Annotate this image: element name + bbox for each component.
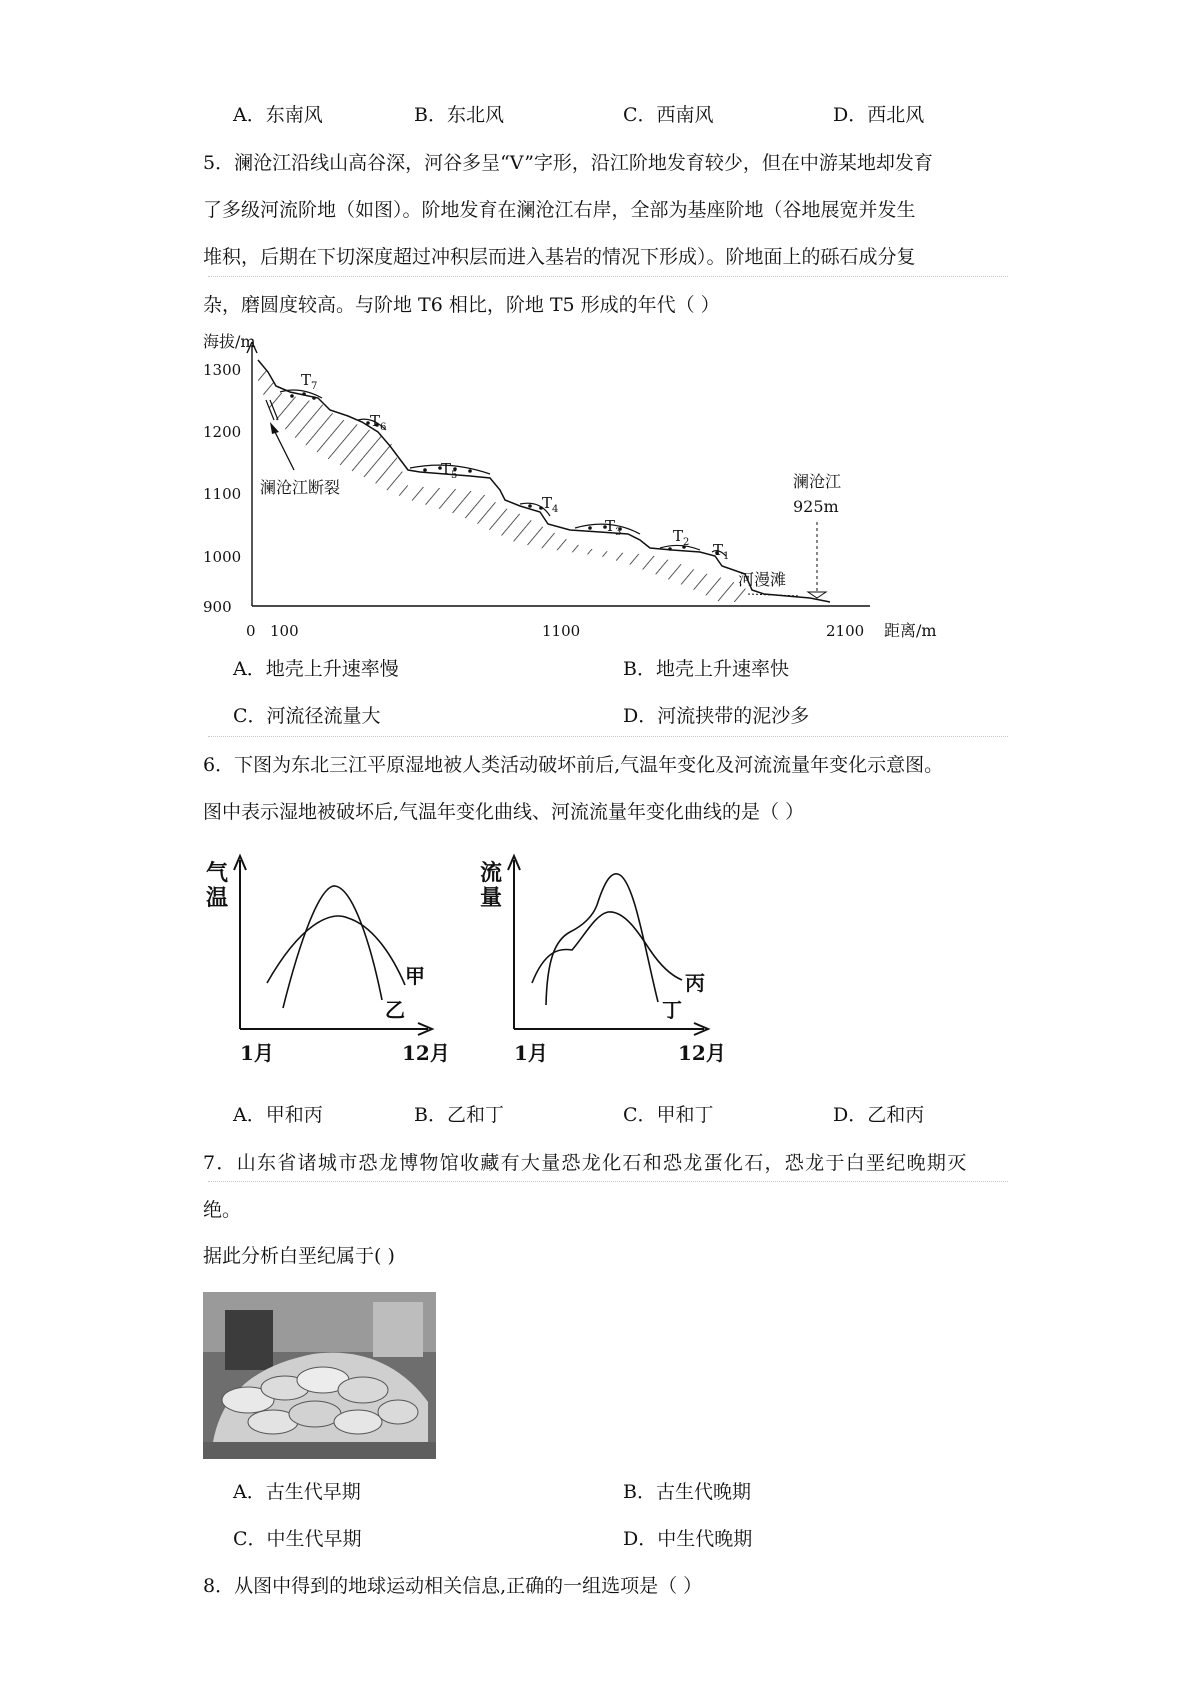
q7-option-c[interactable]: C．中生代早期: [233, 1528, 362, 1550]
fault-label: 澜沧江断裂: [260, 478, 341, 497]
curve-yi: [283, 886, 382, 1008]
terrace-label-t4: $T_4$: [542, 494, 559, 515]
q6-option-a[interactable]: A．甲和丙: [233, 1104, 323, 1126]
q7-stem-line-1: 7．山东省诸城市恐龙博物馆收藏有大量恐龙化石和恐龙蛋化石，恐龙于白垩纪晚期灭: [203, 1152, 968, 1174]
y-tick-label: 1100: [203, 485, 242, 503]
q5-stem-line-1: 5．澜沧江沿线山高谷深，河谷多呈“V”字形，沿江阶地发育较少，但在中游某地却发育: [203, 152, 933, 174]
q5-stem-line-3: 堆积，后期在下切深度超过冲积层而进入基岩的情况下形成）。阶地面上的砾石成分复: [203, 246, 916, 268]
floodplain-label: 河漫滩: [738, 570, 787, 589]
fault-arrow: [274, 430, 294, 470]
dotted-divider: [208, 1181, 1008, 1182]
q8-stem-line-1: 8．从图中得到的地球运动相关信息,正确的一组选项是（ ）: [203, 1575, 703, 1597]
q7-option-a[interactable]: A．古生代早期: [233, 1481, 361, 1503]
curve-label-yi: 乙: [385, 998, 405, 1022]
q6-option-d[interactable]: D．乙和丙: [833, 1104, 925, 1126]
curve-label-jia: 甲: [405, 964, 425, 988]
x-label-end: 12月: [678, 1041, 726, 1065]
x-tick-label: 1100: [542, 622, 581, 640]
y-axis-label: 气: [206, 860, 229, 886]
q5-option-c[interactable]: C．河流径流量大: [233, 705, 381, 727]
fault-arrow-head: [270, 422, 279, 434]
y-axis-label: 量: [480, 885, 503, 911]
q7-stem-line-2: 绝。: [203, 1199, 242, 1221]
y-tick-label: 1000: [203, 548, 242, 566]
river-water-icon: [808, 592, 826, 598]
q5-option-a[interactable]: A．地壳上升速率慢: [233, 658, 399, 680]
y-tick-label: 1200: [203, 423, 242, 441]
curve-label-ding: 丁: [662, 998, 682, 1022]
y-tick-label: 1300: [203, 361, 242, 379]
q4-option-a[interactable]: A．东南风: [233, 104, 323, 126]
y-axis-label: 流: [480, 860, 503, 886]
q6-stem-line-1: 6．下图为东北三江平原湿地被人类活动破坏前后,气温年变化及河流流量年变化示意图。: [203, 754, 944, 776]
x-label-end: 12月: [402, 1041, 450, 1065]
curve-ding: [546, 874, 658, 1005]
q4-option-d[interactable]: D．西北风: [833, 104, 925, 126]
q7-option-d[interactable]: D．中生代晚期: [623, 1528, 753, 1550]
x-label-start: 1月: [240, 1041, 274, 1065]
x-tick-label: 0: [246, 622, 256, 640]
river-elevation: 925m: [793, 497, 839, 516]
terrace-label-t7: $T_7$: [301, 371, 318, 392]
x-tick-label: 2100: [826, 622, 865, 640]
q6-option-b[interactable]: B．乙和丁: [414, 1104, 504, 1126]
discharge-annual-chart: [475, 850, 745, 1065]
terrace-label-t5: $T_5$: [441, 460, 458, 481]
q5-stem-line-4: 杂，磨圆度较高。与阶地 T6 相比，阶地 T5 形成的年代（ ）: [203, 294, 720, 316]
q7-stem-line-3: 据此分析白垩纪属于( ): [203, 1245, 395, 1267]
dotted-divider: [208, 736, 1008, 737]
q4-option-b[interactable]: B．东北风: [414, 104, 504, 126]
temperature-annual-chart: [200, 850, 460, 1065]
dinosaur-egg-fossil-photo: [203, 1292, 436, 1459]
fossil-photo-drawing: [203, 1292, 436, 1459]
curve-label-bing: 丙: [685, 971, 705, 995]
x-tick-label: 100: [270, 622, 299, 640]
terrace-label-t2: $T_2$: [673, 527, 690, 548]
q5-stem-line-2: 了多级河流阶地（如图）。阶地发育在澜沧江右岸，全部为基座阶地（谷地展宽并发生: [203, 199, 916, 221]
q7-option-b[interactable]: B．古生代晚期: [623, 1481, 751, 1503]
x-axis-label: 距离/m: [884, 621, 937, 640]
q4-option-c[interactable]: C．西南风: [623, 104, 714, 126]
q5-option-b[interactable]: B．地壳上升速率快: [623, 658, 789, 680]
terrace-label-t3: $T_3$: [605, 517, 622, 538]
q6-stem-line-2: 图中表示湿地被破坏后,气温年变化曲线、河流流量年变化曲线的是（ ）: [203, 801, 805, 823]
y-axis-label: 海拔/m: [203, 332, 256, 351]
q5-option-d[interactable]: D．河流挟带的泥沙多: [623, 705, 810, 727]
river-label: 澜沧江: [793, 472, 842, 491]
curve-jia: [267, 916, 405, 985]
terrace-label-t1: $T_1$: [713, 541, 730, 562]
terrace-profile-figure: [195, 325, 950, 650]
q6-option-c[interactable]: C．甲和丁: [623, 1104, 714, 1126]
x-label-start: 1月: [514, 1041, 548, 1065]
terrain-profile-line: [258, 360, 830, 602]
y-tick-label: 900: [203, 598, 232, 616]
dotted-divider: [208, 276, 1008, 277]
curve-bing: [532, 912, 682, 983]
y-axis-label: 温: [206, 885, 229, 911]
terrace-label-t6: $T_6$: [370, 412, 387, 433]
